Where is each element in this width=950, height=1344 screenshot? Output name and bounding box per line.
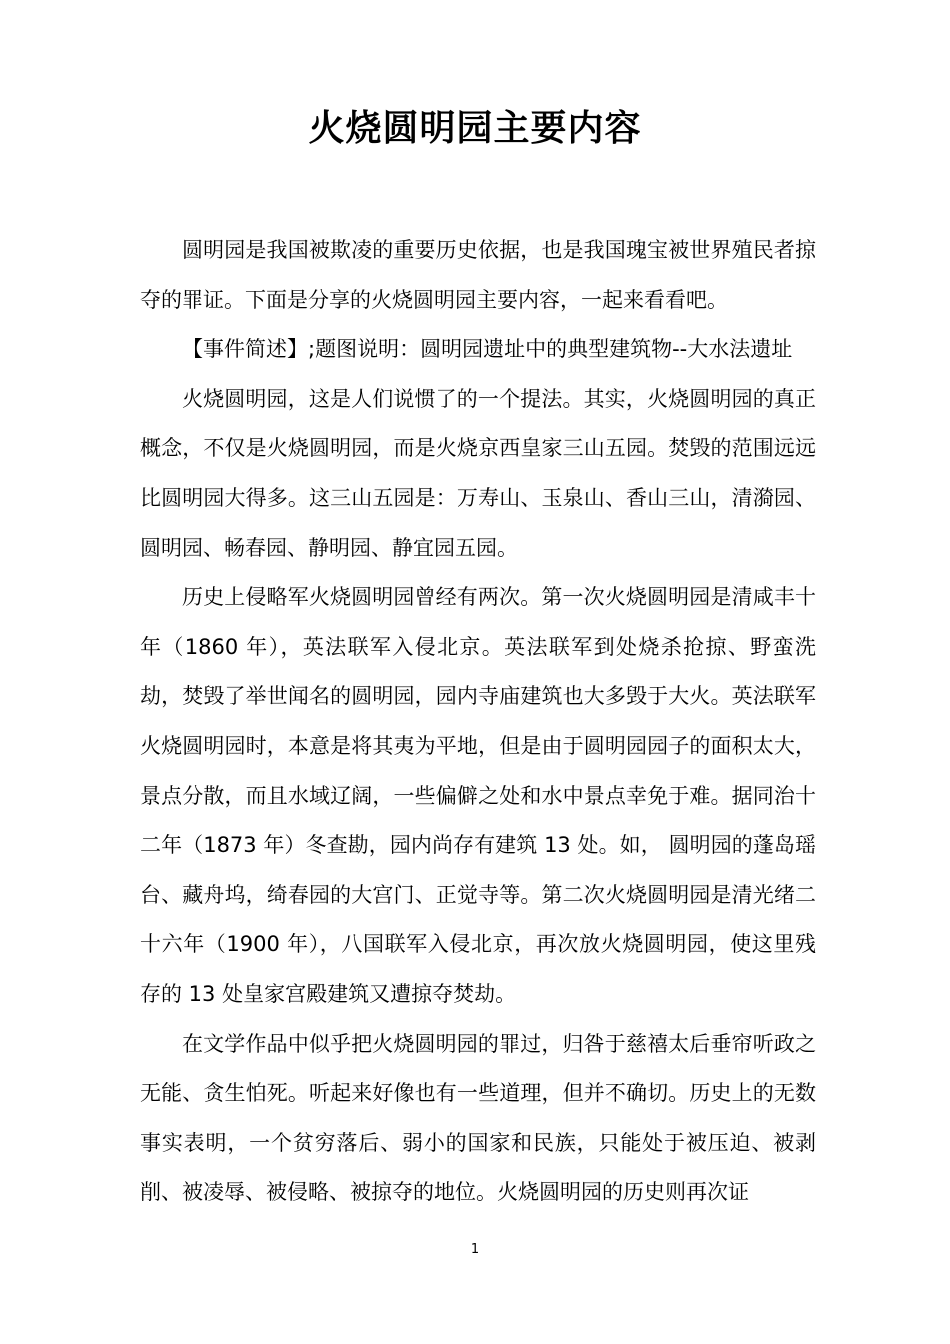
- paragraph-event-summary: 【事件简述】;题图说明：圆明园遗址中的典型建筑物--大水法遗址: [182, 337, 793, 362]
- page-number: 1: [470, 1242, 480, 1257]
- document-body: [140, 226, 816, 1218]
- paragraph-three-hills-five-gardens: 火烧圆明园，这是人们说惯了的一个提法。其实，火烧圆明园的真正概念，不仅是火烧圆明园，而是火烧京西皇家三山五园。焚毁的范围远远比圆明园大得多。这三山五园是：万寿山、玉泉山、香山三山，清漪园、圆明园、畅春园、静明园、静宜园五园。: [140, 386, 816, 560]
- paragraph-literary-view: 在文学作品中似乎把火烧圆明园的罪过，归咎于慈禧太后垂帘听政之无能、贪生怕死。听起来好像也有一些道理，但并不确切。历史上的无数事实表明，一个贫穷落后、弱小的国家和民族，只能处于被压迫、被剥削、被凌辱、被侵略、被掠夺的地位。火烧圆明园的历史则再次证: [140, 1031, 816, 1205]
- document-title: 火烧圆明园主要内容: [308, 108, 642, 149]
- paragraph-intro: 圆明园是我国被欺凌的重要历史依据，也是我国瑰宝被世界殖民者掠夺的罪证。下面是分享的火烧圆明园主要内容，一起来看看吧。: [140, 238, 816, 312]
- paragraph-two-burnings: 历史上侵略军火烧圆明园曾经有两次。第一次火烧圆明园是清咸丰十年（1860 年），英法联军入侵北京。英法联军到处烧杀抢掠、野蛮洗劫，焚毁了举世闻名的圆明园，园内寺庙建筑也大多毁于大火。英法联军火烧圆明园时，本意是将其夷为平地，但是由于圆明园园子的面积太大，景点分散，而且水域辽阔，一些偏僻之处和水中景点幸免于难。据同治十二年（1873 年）冬查勘，园内尚存有建筑 13 处。如， 圆明园的蓬岛瑶台、藏舟坞，绮春园的大宫门、正觉寺等。第二次火烧圆明园是清光绪二十六年（1900 年），八国联军入侵北京，再次放火烧圆明园，使这里残存的 13 处皇家宫殿建筑又遭掠夺焚劫。: [140, 585, 816, 1006]
